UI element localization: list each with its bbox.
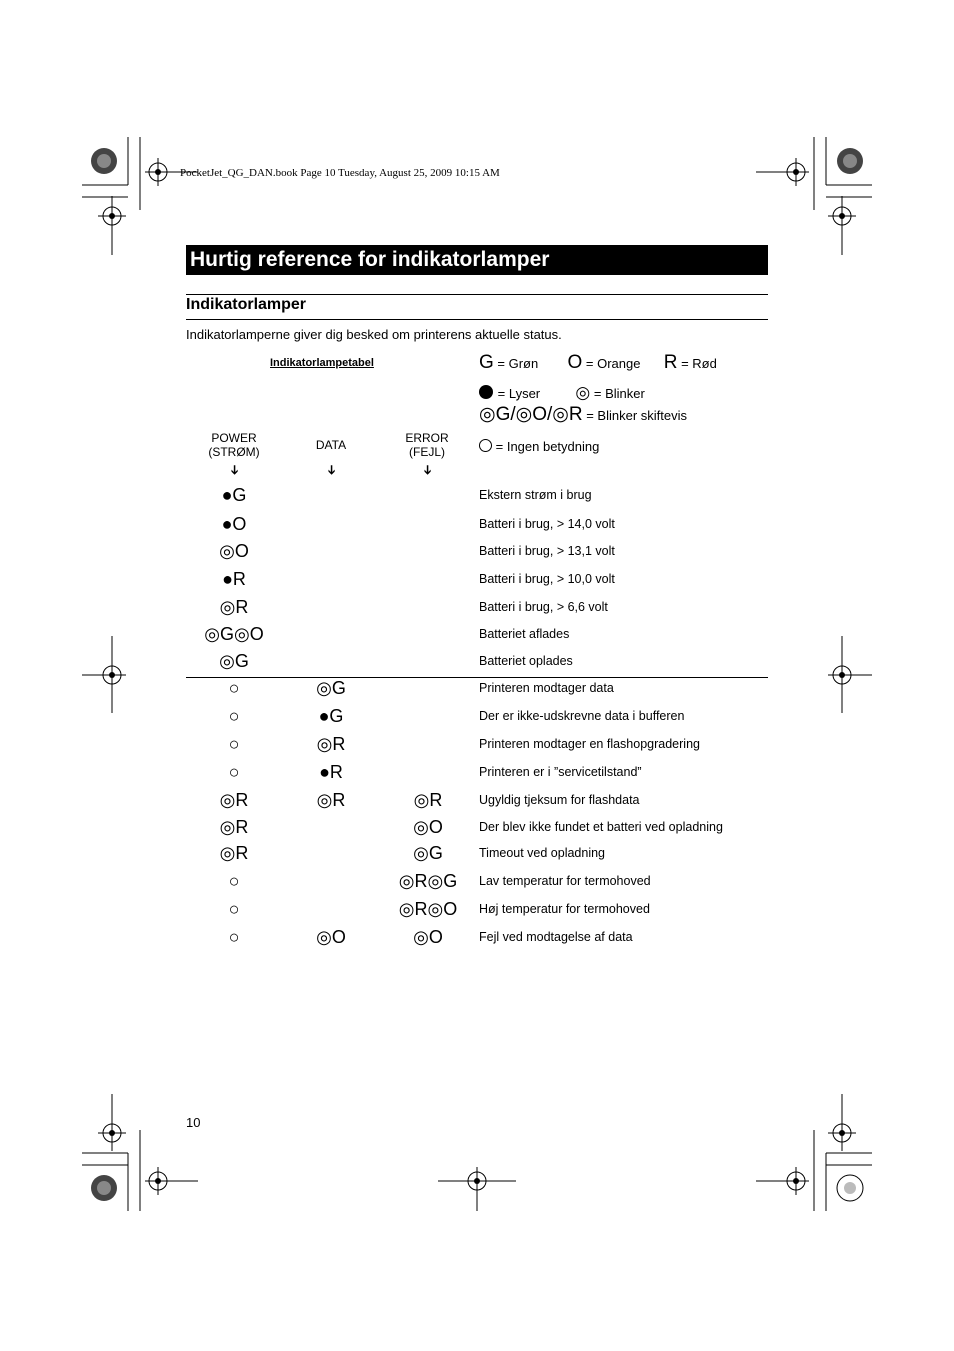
indicator-power: ○: [228, 871, 240, 891]
indicator-description: Timeout ved opladning: [479, 846, 606, 860]
indicator-description: Høj temperatur for termohoved: [479, 902, 650, 916]
indicator-description: Der blev ikke fundet et batteri ved opladning: [479, 820, 723, 834]
indicator-power: ●O: [221, 514, 247, 534]
table-caption: Indikatorlampetabel: [270, 357, 374, 369]
indicator-power: ◎O: [219, 541, 249, 561]
indicator-error: ◎R: [413, 790, 443, 810]
section-title: Indikatorlamper: [186, 296, 307, 313]
indicator-description: Ekstern strøm i brug: [479, 488, 592, 502]
indicator-description: Der er ikke-udskrevne data i bufferen: [479, 709, 685, 723]
indicator-error: ◎O: [413, 817, 443, 837]
indicator-description: Printeren er i ”servicetilstand”: [479, 765, 642, 779]
indicator-data: ●R: [319, 762, 343, 782]
indicator-power: ●G: [221, 485, 247, 505]
indicator-description: Batteri i brug, > 10,0 volt: [479, 572, 615, 586]
indicator-power: ○: [228, 734, 240, 754]
indicator-power: ◎R: [219, 843, 249, 863]
print-slug: PocketJet_QG_DAN.book Page 10 Tuesday, August 25, 2009 10:15 AM: [180, 167, 500, 179]
indicator-data: ◎R: [316, 790, 346, 810]
indicator-data: ◎O: [316, 927, 346, 947]
legend-text-o: = Orange: [585, 356, 641, 371]
indicator-description: Fejl ved modtagelse af data: [479, 930, 633, 944]
indicator-power: ○: [228, 899, 240, 919]
indicator-power: ○: [228, 706, 240, 726]
indicator-power: ◎R: [219, 790, 249, 810]
indicator-description: Printeren modtager data: [479, 681, 614, 695]
indicator-error: ◎R◎G: [398, 871, 458, 891]
page-number: 10: [186, 1115, 201, 1130]
blink-icon: ◎: [575, 383, 591, 402]
indicator-description: Batteri i brug, > 14,0 volt: [479, 517, 615, 531]
indicator-power: ◎G: [219, 651, 249, 671]
legend-none-text: = Ingen betydning: [495, 439, 600, 454]
indicator-description: Printeren modtager en flashopgradering: [479, 737, 700, 751]
indicator-error: ◎O: [413, 927, 443, 947]
arrow-down-icon: ➔: [324, 464, 339, 476]
intro-text: Indikatorlamperne giver dig besked om printerens aktuelle status.: [186, 327, 562, 342]
indicator-power: ○: [228, 927, 240, 947]
indicator-error: ◎G: [413, 843, 443, 863]
indicator-power: ○: [228, 762, 240, 782]
indicator-description: Ugyldig tjeksum for flashdata: [479, 793, 640, 807]
column-header-data: DATA: [315, 438, 347, 452]
indicator-description: Batteri i brug, > 6,6 volt: [479, 600, 608, 614]
indicator-description: Lav temperatur for termohoved: [479, 874, 651, 888]
legend-alternate-text: = Blinker skiftevis: [586, 408, 687, 423]
indicator-error: ◎R◎O: [398, 899, 458, 919]
page-title: Hurtig reference for indikatorlamper: [186, 245, 768, 275]
indicator-data: ◎R: [316, 734, 346, 754]
arrow-down-icon: ➔: [420, 464, 435, 476]
indicator-data: ◎G: [316, 678, 346, 698]
indicator-power: ◎R: [219, 817, 249, 837]
indicator-description: Batteriet aflades: [479, 627, 570, 641]
legend-alternate-symbol: ◎G/◎O/◎R: [479, 404, 583, 425]
legend-text-g: = Grøn: [497, 356, 539, 371]
indicator-power: ●R: [222, 569, 246, 589]
indicator-power: ◎G◎O: [204, 624, 264, 644]
column-header-power: POWER (STRØM): [208, 431, 260, 459]
indicator-description: Batteri i brug, > 13,1 volt: [479, 544, 615, 558]
legend-letter-g: G: [479, 352, 494, 373]
legend-letter-o: O: [567, 352, 583, 373]
indicator-power: ◎R: [219, 597, 249, 617]
column-header-error: ERROR (FEJL): [405, 431, 449, 459]
legend-lit-text: = Lyser: [497, 386, 541, 401]
indicator-power: ○: [228, 678, 240, 698]
arrow-down-icon: ➔: [227, 464, 242, 476]
legend-letter-r: R: [663, 352, 678, 373]
legend-text-r: = Rød: [681, 356, 717, 371]
indicator-data: ●G: [318, 706, 344, 726]
legend-blink-text: = Blinker: [593, 386, 645, 401]
indicator-description: Batteriet oplades: [479, 654, 573, 668]
